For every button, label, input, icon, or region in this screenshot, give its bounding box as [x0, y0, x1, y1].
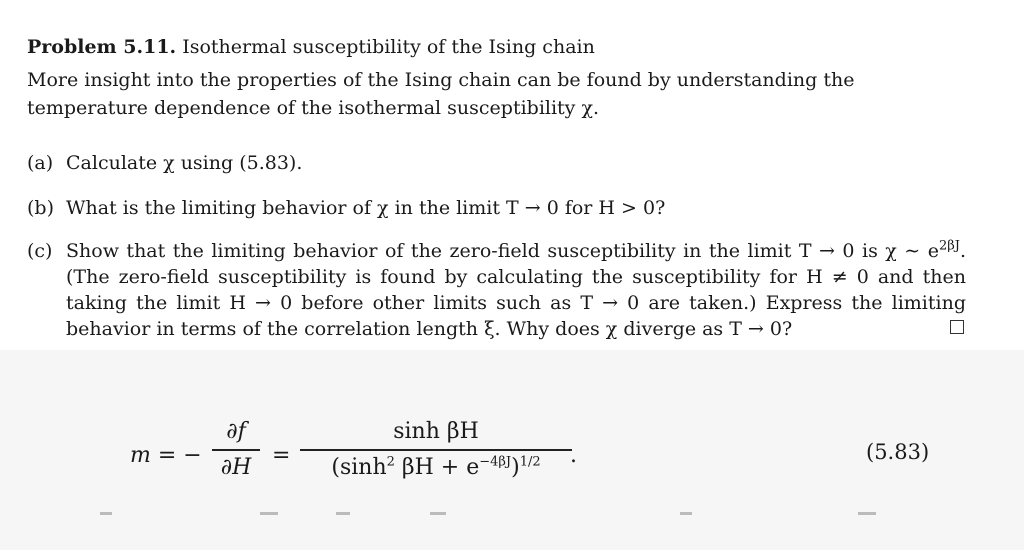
problem-title-text: Isothermal susceptibility of the Ising chain: [182, 36, 595, 58]
part-c-exponent: 2βJ: [938, 238, 960, 254]
part-a-text: Calculate χ using (5.83).: [66, 152, 303, 174]
part-c-text-main: Show that the limiting behavior of the zero-field susceptibility in the limit T → 0 is χ ∼ e: [66, 240, 939, 262]
cropped-text-fragment: [680, 512, 692, 515]
denominator-part-b: βH + e: [394, 454, 480, 480]
denominator-power: 1/2: [519, 454, 541, 470]
part-c-text: [66, 238, 966, 342]
equation-equals: =: [272, 443, 291, 468]
cropped-text-fragment: [430, 512, 446, 515]
part-c-label: (c): [27, 240, 53, 262]
denominator-part-c: ): [511, 454, 520, 480]
magnetization-numerator: sinh βH: [393, 419, 479, 444]
denominator-part-a: (sinh: [331, 454, 387, 480]
derivative-denominator: ∂H: [220, 454, 252, 480]
equation-lhs: m = −: [130, 443, 202, 468]
denominator-square: 2: [386, 454, 395, 470]
cropped-text-fragment: [100, 512, 112, 515]
cropped-text-fragment: [260, 512, 278, 515]
qed-square-icon: [950, 320, 964, 334]
problem-intro: More insight into the properties of the Ising chain can be found by understanding the temperature dependence of the isothermal susceptibility χ.: [27, 69, 855, 119]
denominator-exponent: −4βJ: [479, 454, 512, 470]
part-b-text: What is the limiting behavior of χ in the limit T → 0 for H > 0?: [66, 197, 666, 219]
problem-title: [27, 34, 595, 60]
part-c-text-rest: . (The zero-field susceptibility is found by calculating the susceptibility for H ≠ 0 and then taking the limit H → 0 before other limits such as T → 0 are taken.) Express the limiting behavior in terms of the correlation length ξ. Why does χ diverge as T → 0?: [66, 240, 966, 340]
cropped-text-fragment: [336, 512, 350, 515]
part-a-label: (a): [27, 152, 54, 174]
problem-number: Problem 5.11.: [27, 36, 177, 58]
derivative-fraction: [212, 415, 260, 485]
cropped-text-fragment: [858, 512, 876, 515]
magnetization-denominator: [300, 451, 572, 485]
equation-period: .: [570, 443, 577, 468]
equation-number: (5.83): [866, 440, 930, 464]
magnetization-fraction: [300, 415, 572, 485]
part-b-label: (b): [27, 197, 54, 219]
derivative-numerator: ∂f: [226, 419, 246, 444]
